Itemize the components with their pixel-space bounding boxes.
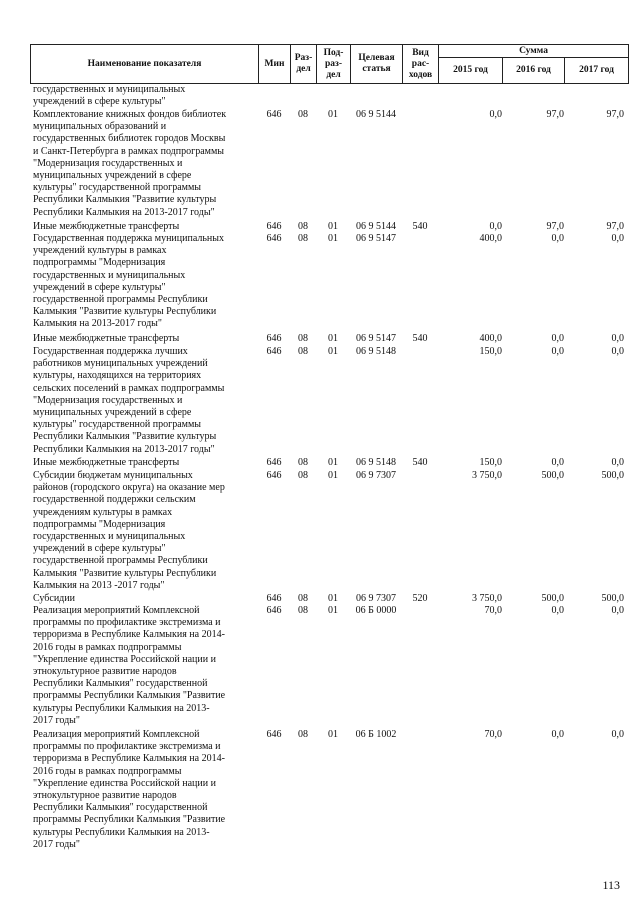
row-min: 646	[266, 605, 282, 616]
row-podrazdel: 01	[328, 333, 338, 344]
row-2015: 150,0	[479, 346, 502, 357]
row-2016: 0,0	[551, 605, 564, 616]
row-2017: 0,0	[611, 457, 624, 468]
row-min: 646	[266, 333, 282, 344]
row-name: Государственная поддержка муниципальных учреждений культуры в рамках подпрограммы "Модернизация государственных и муниципальных учреждений в сфере культуры" государственной программы Республики Калмыкия "Развитие культуры Республики Калмыкия на 2013-2017 годы"	[33, 233, 224, 330]
row-name: Субсидии бюджетам муниципальных районов (городского округа) на оказание мер государственной поддержки сельским учреждениям культуры в рамках подпрограммы "Модернизация государственных и муниципальных учреждений в сфере культуры" государственной программы Республики Калмыкия "Развитие культуры Республики Калмыкия на 2013 -2017 годы"	[33, 470, 225, 591]
row-2015: 150,0	[479, 457, 502, 468]
row-2015: 3 750,0	[472, 593, 502, 604]
row-min: 646	[266, 470, 282, 481]
row-2015: 400,0	[479, 333, 502, 344]
row-2017: 0,0	[611, 729, 624, 740]
row-2015: 400,0	[479, 233, 502, 244]
row-min: 646	[266, 593, 282, 604]
row-2016: 0,0	[551, 233, 564, 244]
row-vid: 520	[412, 593, 428, 604]
row-2016: 0,0	[551, 729, 564, 740]
header-razdel: Раз- дел	[291, 45, 317, 84]
row-celevaya: 06 9 5148	[356, 457, 396, 468]
header-vid: Вид рас- ходов	[403, 45, 439, 84]
row-min: 646	[266, 109, 282, 120]
row-2016: 0,0	[551, 457, 564, 468]
row-celevaya: 06 9 5148	[356, 346, 396, 357]
row-min: 646	[266, 729, 282, 740]
row-celevaya: 06 Б 1002	[355, 729, 397, 740]
row-2017: 0,0	[611, 346, 624, 357]
row-min: 646	[266, 457, 282, 468]
row-2015: 0,0	[489, 109, 502, 120]
row-2017: 0,0	[611, 233, 624, 244]
row-celevaya: 06 9 5147	[356, 333, 396, 344]
row-name: Иные межбюджетные трансферты	[33, 221, 180, 232]
row-celevaya: 06 9 5144	[356, 221, 396, 232]
row-celevaya: 06 9 5144	[356, 109, 396, 120]
header-podrazdel: Под- раз- дел	[317, 45, 351, 84]
row-razdel: 08	[298, 109, 308, 120]
header-name: Наименование показателя	[31, 45, 259, 84]
row-name: Субсидии	[33, 593, 75, 604]
header-2017: 2017 год	[565, 58, 629, 84]
row-podrazdel: 01	[328, 729, 338, 740]
row-2015: 0,0	[489, 221, 502, 232]
row-razdel: 08	[298, 470, 308, 481]
header-min: Мин	[259, 45, 291, 84]
row-2016: 500,0	[541, 593, 564, 604]
row-celevaya: 06 Б 0000	[355, 605, 397, 616]
row-razdel: 08	[298, 346, 308, 357]
row-2017: 97,0	[606, 109, 624, 120]
row-razdel: 08	[298, 221, 308, 232]
table-header	[30, 44, 629, 84]
row-2017: 500,0	[601, 470, 624, 481]
row-podrazdel: 01	[328, 605, 338, 616]
row-2015: 70,0	[484, 729, 502, 740]
row-2017: 0,0	[611, 333, 624, 344]
row-2015: 70,0	[484, 605, 502, 616]
row-name: Иные межбюджетные трансферты	[33, 457, 180, 468]
row-2016: 500,0	[541, 470, 564, 481]
row-min: 646	[266, 221, 282, 232]
header-summa: Сумма	[439, 45, 629, 58]
row-podrazdel: 01	[328, 457, 338, 468]
header-2016: 2016 год	[503, 58, 565, 84]
header-2015: 2015 год	[439, 58, 503, 84]
row-vid: 540	[412, 457, 428, 468]
row-celevaya: 06 9 7307	[356, 470, 396, 481]
row-2017: 500,0	[601, 593, 624, 604]
row-2016: 97,0	[546, 109, 564, 120]
row-celevaya: 06 9 5147	[356, 233, 396, 244]
row-razdel: 08	[298, 605, 308, 616]
row-podrazdel: 01	[328, 109, 338, 120]
row-podrazdel: 01	[328, 233, 338, 244]
header-celevaya: Целевая статья	[351, 45, 403, 84]
row-2017: 97,0	[606, 221, 624, 232]
row-name: Государственная поддержка лучших работников муниципальных учреждений культуры, находящихся на территориях сельских поселений в рамках подпрограммы "Модернизация государственных и муниципальных учреждений в сфере культуры" государственной программы Республики Калмыкия "Развитие культуры Республики Калмыкия на 2013-2017 годы"	[33, 346, 225, 455]
row-2015: 3 750,0	[472, 470, 502, 481]
row-min: 646	[266, 346, 282, 357]
page-number: 113	[602, 878, 620, 892]
row-razdel: 08	[298, 333, 308, 344]
row-vid: 540	[412, 221, 428, 232]
row-2016: 97,0	[546, 221, 564, 232]
row-2017: 0,0	[611, 605, 624, 616]
row-name: Реализация мероприятий Комплексной программы по профилактике экстремизма и терроризма в Республике Калмыкия на 2014- 2016 годы в рамках подпрограммы "Укрепление единства Российской нации и этнокультурное развитие народов Республики Калмыкия" государственной программы Республики Калмыкия "Развитие культуры Республики Калмыкия на 2013- 2017 годы"	[33, 605, 226, 726]
row-podrazdel: 01	[328, 346, 338, 357]
row-razdel: 08	[298, 233, 308, 244]
row-vid: 540	[412, 333, 428, 344]
row-razdel: 08	[298, 457, 308, 468]
row-podrazdel: 01	[328, 470, 338, 481]
row-name: Реализация мероприятий Комплексной программы по профилактике экстремизма и терроризма в Республике Калмыкия на 2014- 2016 годы в рамках подпрограммы "Укрепление единства Российской нации и этнокультурное развитие народов Республики Калмыкия" государственной программы Республики Калмыкия "Развитие культуры Республики Калмыкия на 2013- 2017 годы"	[33, 729, 226, 850]
row-name: Иные межбюджетные трансферты	[33, 333, 180, 344]
row-razdel: 08	[298, 593, 308, 604]
row-name: Комплектование книжных фондов библиотек муниципальных образований и государственных библиотек городов Москвы и Санкт-Петербурга в рамках подпрограммы "Модернизация государственных и муниципальных учреждений в сфере культуры" государственной программы Республики Калмыкия "Развитие культуры Республики Калмыкия на 2013-2017 годы"	[33, 109, 227, 218]
row-2016: 0,0	[551, 346, 564, 357]
row-name: государственных и муниципальных учреждений в сфере культуры"	[33, 84, 186, 108]
row-min: 646	[266, 233, 282, 244]
row-celevaya: 06 9 7307	[356, 593, 396, 604]
row-razdel: 08	[298, 729, 308, 740]
row-podrazdel: 01	[328, 593, 338, 604]
row-podrazdel: 01	[328, 221, 338, 232]
row-2016: 0,0	[551, 333, 564, 344]
